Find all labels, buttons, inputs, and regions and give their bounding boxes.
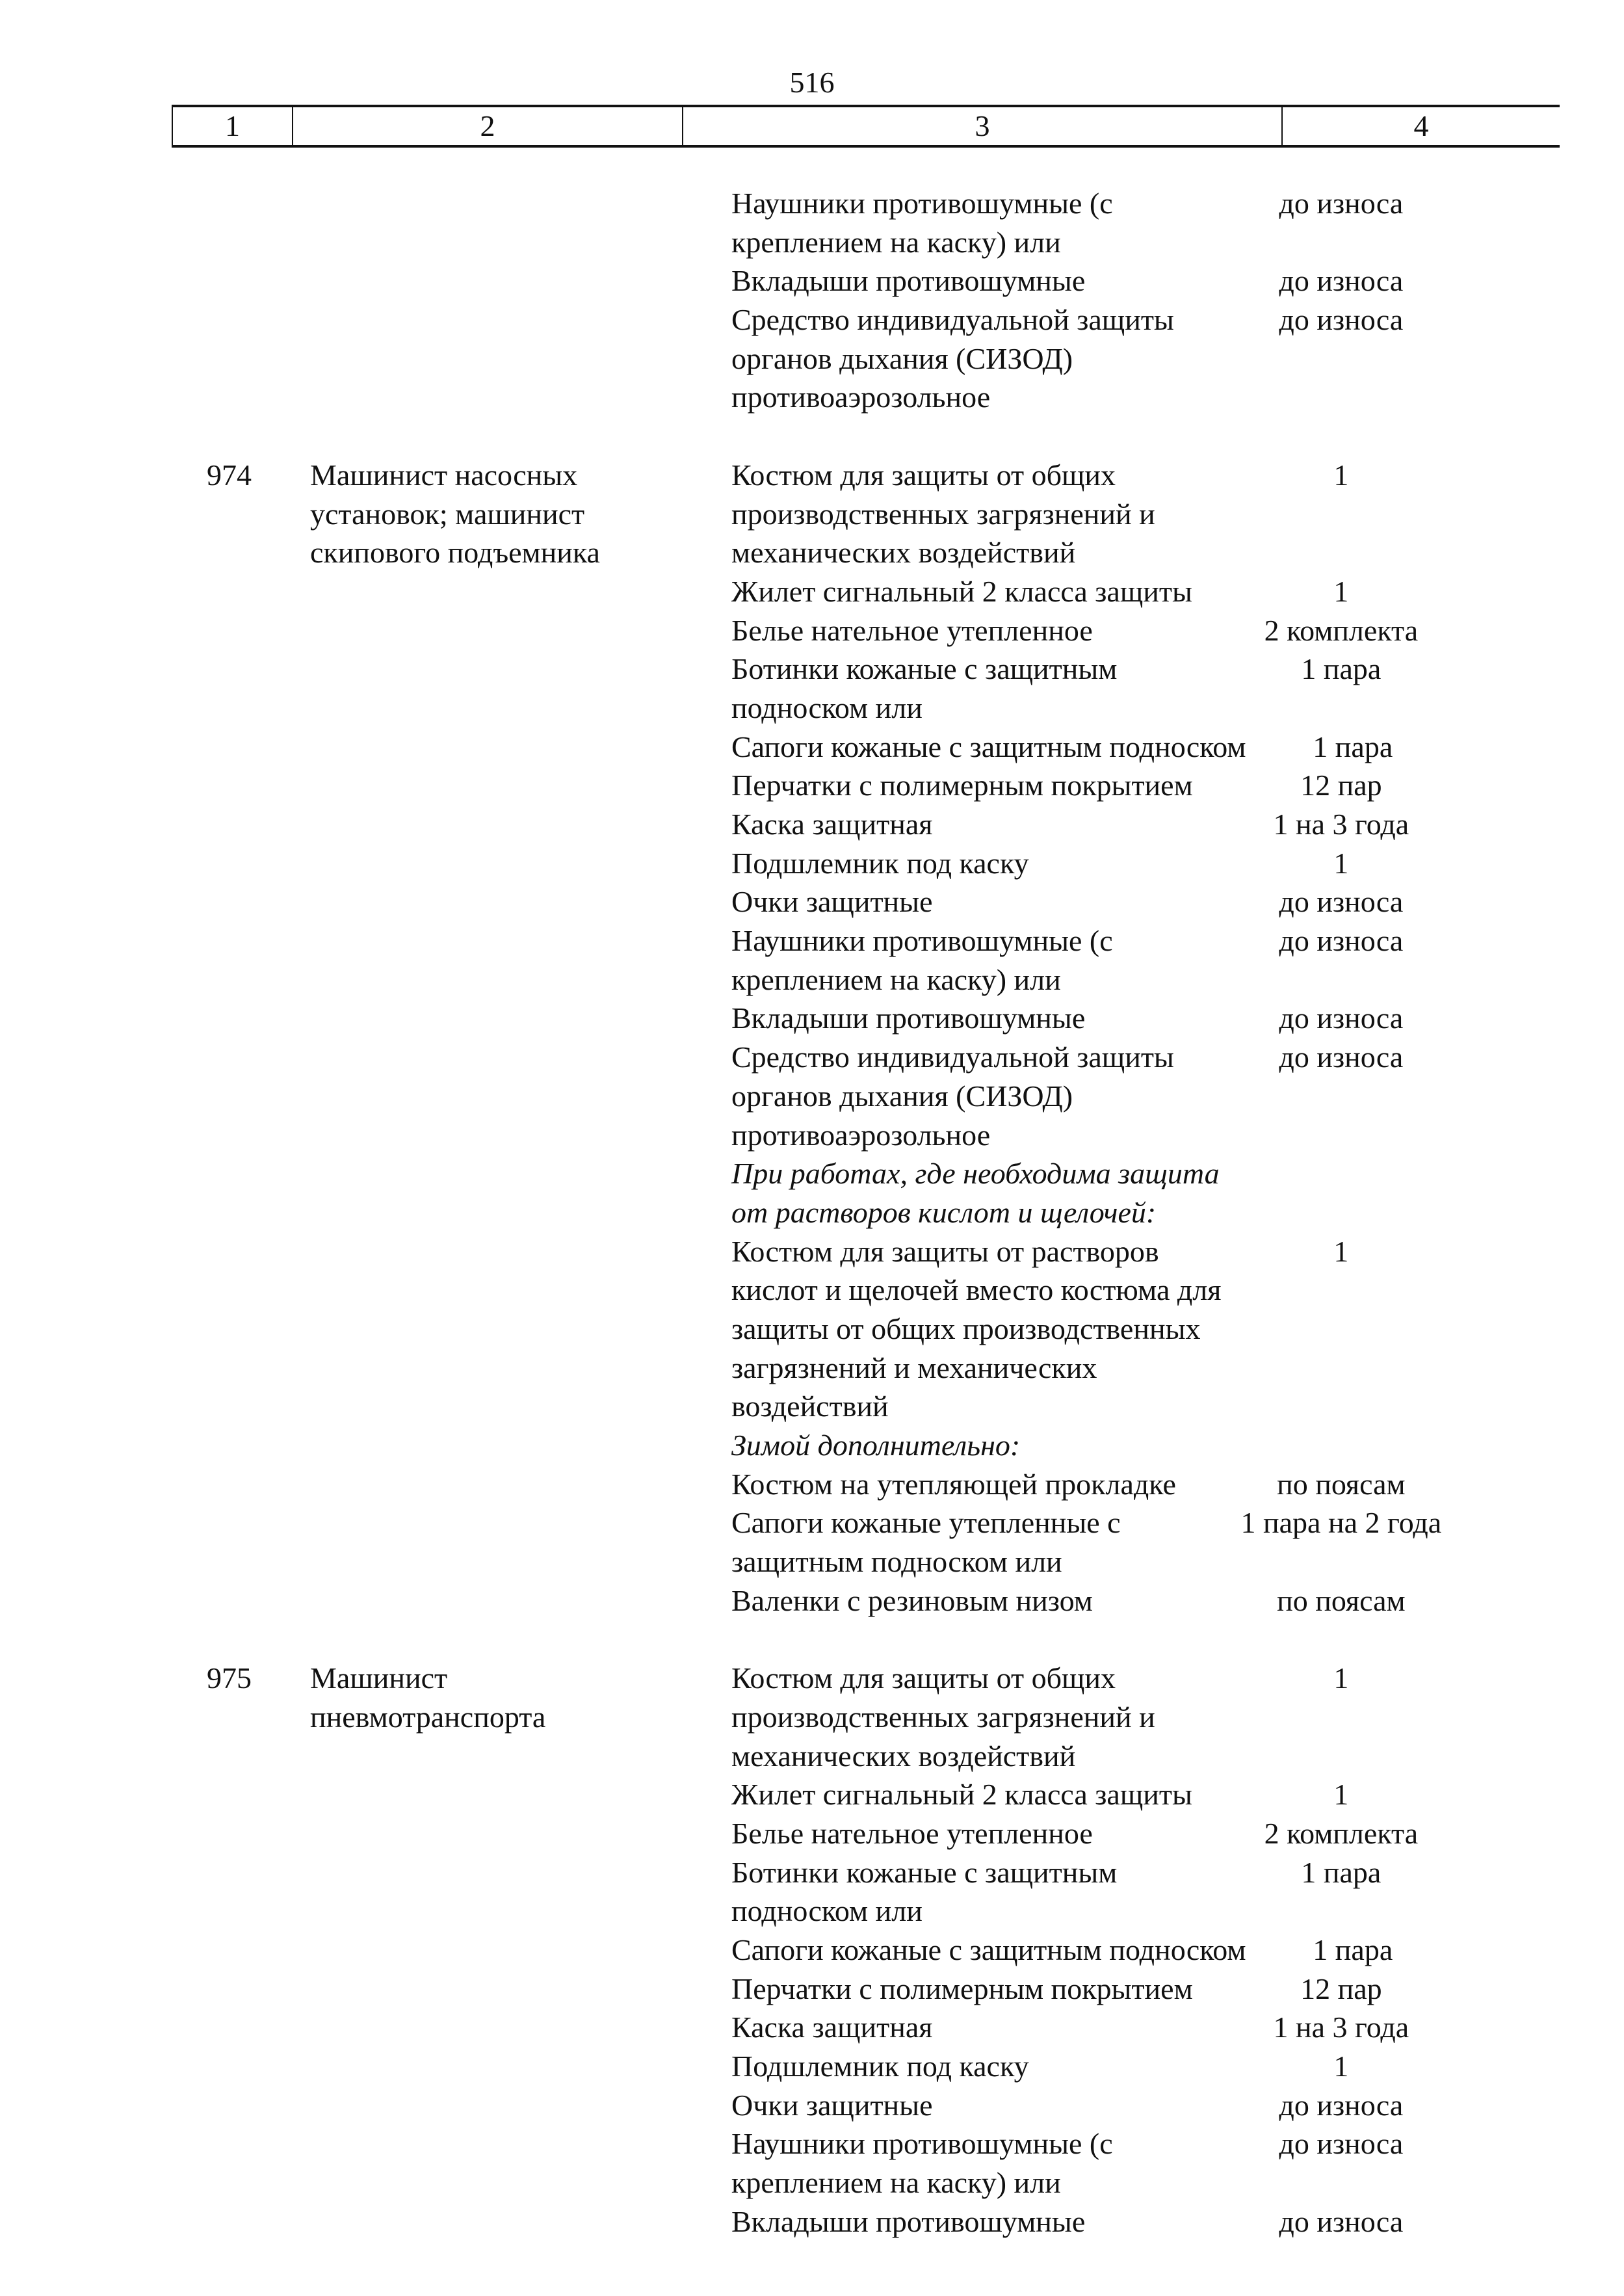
ppe-quantity: [1223, 1465, 1460, 1504]
ppe-quantity-text: до износа: [1279, 2088, 1404, 2122]
ppe-name: [731, 1581, 1223, 1620]
ppe-quantity: [1223, 572, 1460, 611]
ppe-list: [731, 1659, 1460, 2241]
ppe-name: [731, 184, 1223, 261]
ppe-quantity-text: 1 пара: [1301, 1855, 1382, 1889]
ppe-name: [731, 1931, 1246, 1970]
ppe-name: [731, 728, 1246, 767]
ppe-quantity-text: до износа: [1279, 1040, 1404, 1074]
ppe-name-line: защиты от общих производственных: [731, 1312, 1201, 1345]
ppe-item: [731, 882, 1460, 921]
ppe-name-line: Жилет сигнальный 2 класса защиты: [731, 574, 1192, 608]
ppe-name-line: противоаэрозольное: [731, 1118, 991, 1152]
ppe-name-line: Белье нательное утепленное: [731, 613, 1093, 647]
ppe-name: [731, 1465, 1223, 1504]
ppe-quantity-text: 1: [1333, 1234, 1349, 1268]
ppe-quantity-text: до износа: [1279, 2204, 1404, 2238]
ppe-name-line: Сапоги кожаные с защитным подноском: [731, 1933, 1246, 1966]
ppe-item: [731, 2086, 1460, 2125]
ppe-name-line: загрязнений и механических: [731, 1351, 1097, 1384]
ppe-name-line: Вкладыши противошумные: [731, 264, 1086, 298]
ppe-name: [731, 805, 1223, 844]
ppe-name-line: Ботинки кожаные с защитным: [731, 1855, 1118, 1889]
ppe-quantity-text: 1 на 3 года: [1273, 2011, 1409, 2044]
ppe-name: [731, 2202, 1223, 2241]
ppe-name-line: Белье нательное утепленное: [731, 1816, 1093, 1850]
ppe-name: [731, 921, 1223, 999]
ppe-name-line: креплением на каску) или: [731, 2166, 1061, 2200]
ppe-quantity-text: 1: [1333, 1778, 1349, 1812]
ppe-item: [731, 2202, 1460, 2241]
ppe-name-line: Очки защитные: [731, 885, 933, 919]
ppe-name-line: При работах, где необходима защита: [731, 1157, 1220, 1191]
ppe-name: [731, 300, 1223, 417]
ppe-name: [731, 1775, 1223, 1814]
ppe-list: [731, 184, 1460, 417]
ppe-quantity: [1223, 1154, 1460, 1232]
ppe-quantity: [1223, 261, 1460, 300]
ppe-name-line: Очки защитные: [731, 2088, 933, 2122]
ppe-quantity-text: 1 пара: [1313, 1933, 1393, 1966]
ppe-name-line: Вкладыши противошумные: [731, 2204, 1086, 2238]
ppe-item: [731, 184, 1460, 261]
ppe-quantity: [1223, 2086, 1460, 2125]
header-col-2: 2: [292, 107, 682, 145]
table-row: [0, 456, 1624, 1620]
ppe-name-line: Костюм для защиты от общих: [731, 1661, 1116, 1695]
ppe-quantity: [1223, 844, 1460, 883]
ppe-name: [731, 1659, 1223, 1775]
ppe-name-line: Жилет сигнальный 2 класса защиты: [731, 1778, 1192, 1812]
ppe-name-line: Вкладыши противошумные: [731, 1001, 1086, 1035]
header-col-3: 3: [682, 107, 1281, 145]
ppe-name-line: органов дыхания (СИЗОД): [731, 341, 1073, 375]
ppe-quantity: [1223, 1853, 1460, 1931]
ppe-item: [731, 1038, 1460, 1154]
ppe-quantity-text: по поясам: [1277, 1583, 1406, 1617]
ppe-name-line: Сапоги кожаные утепленные с: [731, 1506, 1121, 1540]
ppe-name: [731, 2047, 1223, 2086]
ppe-name: [731, 844, 1223, 883]
ppe-name-line: противоаэрозольное: [731, 380, 991, 414]
ppe-name-line: механических воздействий: [731, 1739, 1076, 1773]
ppe-name-line: от растворов кислот и щелочей:: [731, 1195, 1157, 1229]
ppe-name-line: Сапоги кожаные с защитным подноском: [731, 730, 1246, 763]
ppe-name-line: Зимой дополнительно:: [731, 1429, 1021, 1462]
ppe-quantity-text: 2 комплекта: [1264, 613, 1419, 647]
ppe-quantity: [1223, 999, 1460, 1038]
row-number-text: [207, 184, 343, 223]
ppe-quantity: [1223, 805, 1460, 844]
ppe-name-line: Подшлемник под каску: [731, 846, 1029, 880]
ppe-quantity-text: 1: [1333, 2050, 1349, 2083]
condition-note: [731, 1426, 1223, 1465]
ppe-name: [731, 2124, 1223, 2202]
ppe-quantity: [1223, 2202, 1460, 2241]
ppe-quantity: [1223, 2047, 1460, 2086]
table-row: [0, 184, 1624, 417]
row-number: [0, 456, 343, 1620]
ppe-quantity: [1223, 611, 1460, 650]
ppe-name-line: воздействий: [731, 1390, 889, 1423]
ppe-quantity-text: до износа: [1279, 264, 1404, 298]
ppe-item: [731, 1970, 1460, 2009]
ppe-name-line: производственных загрязнений и: [731, 1700, 1155, 1734]
ppe-item: [731, 1232, 1460, 1426]
ppe-name-line: Наушники противошумные (с: [731, 187, 1113, 220]
profession-title: [310, 456, 698, 572]
ppe-item: [731, 1465, 1460, 1504]
row-number-text: 975: [207, 1661, 252, 1695]
ppe-item: [731, 1154, 1460, 1232]
ppe-quantity-text: до износа: [1279, 924, 1404, 958]
ppe-name: [731, 650, 1223, 727]
ppe-item: [731, 2124, 1460, 2202]
ppe-quantity-text: 12 пар: [1300, 1972, 1382, 2005]
profession-line: скипового подъемника: [310, 536, 600, 570]
ppe-name: [731, 1853, 1223, 1931]
ppe-quantity: [1223, 2008, 1460, 2047]
profession-line: установок; машинист: [310, 497, 585, 531]
row-number: [0, 1659, 343, 2241]
ppe-quantity: [1223, 766, 1460, 805]
ppe-item: [731, 1814, 1460, 1853]
profession-line: Машинист: [310, 1661, 448, 1695]
ppe-name-line: Костюм на утепляющей прокладке: [731, 1467, 1176, 1501]
ppe-item: [731, 999, 1460, 1038]
ppe-name-line: Перчатки с полимерным покрытием: [731, 769, 1193, 802]
ppe-item: [731, 1931, 1460, 1970]
ppe-quantity-text: 12 пар: [1300, 769, 1382, 802]
ppe-name-line: Средство индивидуальной защиты: [731, 1040, 1174, 1074]
ppe-name: [731, 572, 1223, 611]
ppe-item: [731, 456, 1460, 572]
ppe-name-line: Каска защитная: [731, 2011, 933, 2044]
ppe-quantity: [1223, 882, 1460, 921]
ppe-quantity: [1223, 1659, 1460, 1775]
ppe-quantity-text: 1 пара на 2 года: [1240, 1506, 1442, 1540]
ppe-quantity-text: до износа: [1279, 2127, 1404, 2161]
ppe-quantity-text: до износа: [1279, 885, 1404, 919]
ppe-name: [731, 1503, 1223, 1581]
ppe-name-line: Подшлемник под каску: [731, 2050, 1029, 2083]
ppe-item: [731, 1853, 1460, 1931]
ppe-name-line: Костюм для защиты от растворов: [731, 1234, 1159, 1268]
row-number-text: 974: [207, 458, 252, 492]
ppe-name: [731, 882, 1223, 921]
ppe-name-line: кислот и щелочей вместо костюма для: [731, 1273, 1222, 1307]
ppe-quantity: [1223, 1814, 1460, 1853]
table-header: [172, 105, 1560, 148]
ppe-item: [731, 261, 1460, 300]
ppe-quantity: [1223, 1038, 1460, 1154]
ppe-item: [731, 611, 1460, 650]
ppe-item: [731, 1659, 1460, 1775]
ppe-quantity-text: 2 комплекта: [1264, 1816, 1419, 1850]
ppe-name-line: Наушники противошумные (с: [731, 2127, 1113, 2161]
ppe-quantity: [1223, 650, 1460, 727]
ppe-quantity: [1223, 1426, 1460, 1465]
ppe-item: [731, 728, 1460, 767]
ppe-quantity-text: до износа: [1279, 1001, 1404, 1035]
header-col-4: 4: [1281, 107, 1560, 145]
ppe-name-line: подноском или: [731, 1894, 923, 1928]
ppe-item: [731, 2008, 1460, 2047]
ppe-list: [731, 456, 1460, 1620]
ppe-name-line: креплением на каску) или: [731, 225, 1061, 259]
ppe-quantity-text: 1 пара: [1301, 652, 1382, 686]
ppe-name-line: механических воздействий: [731, 536, 1076, 570]
ppe-quantity-text: по поясам: [1277, 1467, 1406, 1501]
ppe-quantity: [1246, 728, 1460, 767]
ppe-name: [731, 2086, 1223, 2125]
ppe-quantity-text: 1: [1333, 458, 1349, 492]
ppe-item: [731, 1426, 1460, 1465]
ppe-quantity: [1223, 1232, 1460, 1426]
ppe-name-line: Каска защитная: [731, 808, 933, 841]
ppe-quantity: [1223, 1503, 1460, 1581]
ppe-quantity-text: 1: [1333, 846, 1349, 880]
ppe-quantity: [1223, 1581, 1460, 1620]
ppe-quantity: [1223, 456, 1460, 572]
ppe-quantity-text: [1223, 1154, 1460, 1193]
ppe-name: [731, 1232, 1223, 1426]
ppe-name: [731, 456, 1223, 572]
profession-title: [310, 1659, 698, 1736]
header-col-1: 1: [172, 107, 292, 145]
profession-cell: [310, 456, 731, 1620]
ppe-name: [731, 766, 1223, 805]
ppe-name: [731, 2008, 1223, 2047]
ppe-quantity: [1223, 1775, 1460, 1814]
ppe-name-line: Валенки с резиновым низом: [731, 1583, 1093, 1617]
ppe-quantity-text: 1 на 3 года: [1273, 808, 1409, 841]
ppe-name-line: Ботинки кожаные с защитным: [731, 652, 1118, 686]
ppe-item: [731, 921, 1460, 999]
ppe-item: [731, 766, 1460, 805]
ppe-name-line: органов дыхания (СИЗОД): [731, 1079, 1073, 1113]
ppe-quantity-text: до износа: [1279, 303, 1404, 337]
ppe-quantity-text: до износа: [1279, 187, 1404, 220]
ppe-name: [731, 1038, 1223, 1154]
ppe-name-line: Костюм для защиты от общих: [731, 458, 1116, 492]
ppe-item: [731, 1775, 1460, 1814]
condition-note: [731, 1154, 1223, 1232]
ppe-name: [731, 611, 1223, 650]
profession-cell: [343, 184, 731, 417]
ppe-item: [731, 1581, 1460, 1620]
ppe-name-line: защитным подноском или: [731, 1545, 1062, 1579]
ppe-name-line: Средство индивидуальной защиты: [731, 303, 1174, 337]
table-row: [0, 1659, 1624, 2241]
ppe-name-line: креплением на каску) или: [731, 962, 1061, 996]
ppe-quantity: [1223, 300, 1460, 417]
ppe-quantity: [1223, 1970, 1460, 2009]
ppe-item: [731, 300, 1460, 417]
ppe-name-line: Наушники противошумные (с: [731, 924, 1113, 958]
ppe-name: [731, 999, 1223, 1038]
ppe-item: [731, 572, 1460, 611]
page-number: 516: [789, 66, 835, 99]
ppe-quantity-text: [1223, 1426, 1460, 1465]
ppe-item: [731, 805, 1460, 844]
ppe-quantity: [1246, 1931, 1460, 1970]
ppe-item: [731, 1503, 1460, 1581]
ppe-name-line: производственных загрязнений и: [731, 497, 1155, 531]
ppe-name-line: Перчатки с полимерным покрытием: [731, 1972, 1193, 2005]
ppe-quantity-text: 1 пара: [1313, 730, 1393, 763]
ppe-quantity: [1223, 921, 1460, 999]
profession-cell: [310, 1659, 731, 2241]
table-body: [0, 184, 1624, 2280]
ppe-name: [731, 1814, 1223, 1853]
ppe-item: [731, 650, 1460, 727]
ppe-item: [731, 2047, 1460, 2086]
ppe-name: [731, 1970, 1223, 2009]
ppe-quantity-text: 1: [1333, 574, 1349, 608]
profession-line: Машинист насосных: [310, 458, 578, 492]
ppe-name-line: подноском или: [731, 691, 923, 724]
ppe-name: [731, 261, 1223, 300]
ppe-quantity: [1223, 184, 1460, 261]
ppe-item: [731, 844, 1460, 883]
row-number: [0, 184, 343, 417]
ppe-quantity: [1223, 2124, 1460, 2202]
profession-line: пневмотранспорта: [310, 1700, 546, 1734]
ppe-quantity-text: 1: [1333, 1661, 1349, 1695]
